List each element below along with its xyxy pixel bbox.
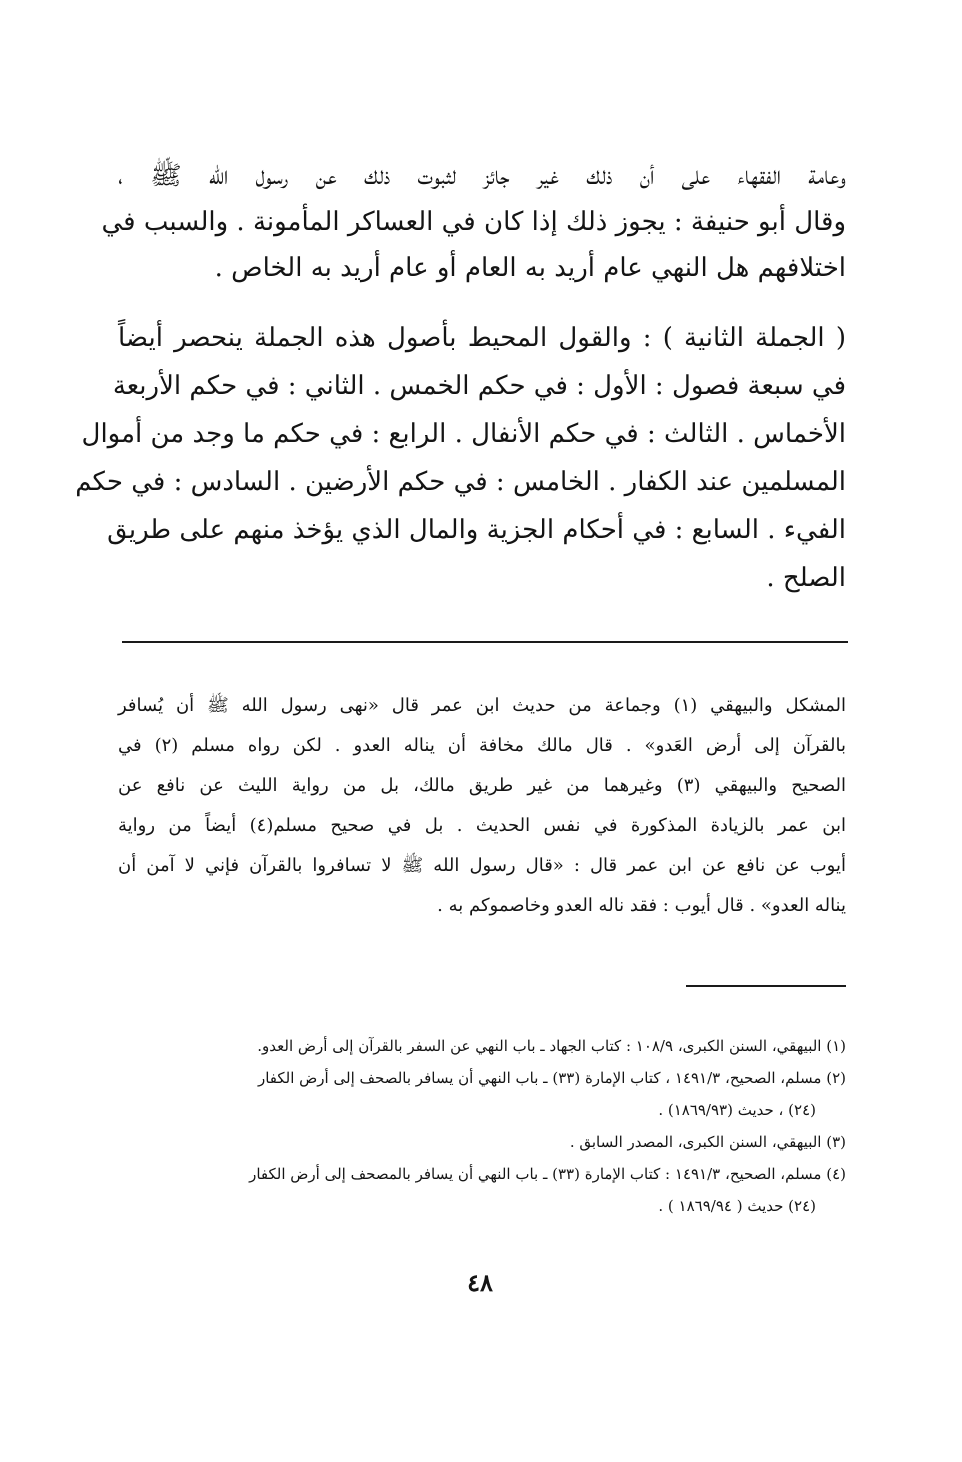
footnote-line: يناله العدو» . قال أيوب : فقد ناله العدو وخاصموكم به . [437,895,846,916]
footnote-line: بالقرآن إلى أرض العَدو» . قال مالك مخافة أن يناله العدو . لكن رواه مسلم (٢) في [118,735,846,756]
reference-line: (١) البيهقي، السنن الكبرى، ١٠٨/٩ : كتاب الجهاد ـ باب النهي عن السفر بالقرآن إلى أرض العدو. [257,1037,846,1055]
text-line: في سبعة فصول : الأول : في حكم الخمس . الثاني : في حكم الأربعة [112,371,846,401]
text-line: المسلمين عند الكفار . الخامس : في حكم الأرضين . السادس : في حكم [75,467,846,497]
reference-line: (٢٤) ، حديث (١٨٦٩/٩٣) . [658,1101,816,1119]
footnote-paragraph [118,690,846,940]
reference-line: (٢٤) حديث ( ١٨٦٩/٩٤ ) . [658,1197,816,1215]
text-line: الأخماس . الثالث : في حكم الأنفال . الرابع : في حكم ما وجد من أموال [81,419,846,449]
paragraph-1 [101,156,846,288]
footnote-line: المشكل والبيهقي (١) وجماعة من حديث ابن عمر قال «نهى رسول الله ﷺ أن يُسافر [118,695,847,716]
paragraph-2 [75,318,846,598]
references-list [118,1032,846,1232]
reference-line: (٢) مسلم، الصحيح، ١٤٩١/٣ ، كتاب الإمارة (٣٣) ـ باب النهي أن يسافر بالصحف إلى أرض الكفار [257,1069,846,1087]
footnote-separator [122,641,848,643]
text-line: الفيء . السابع : في أحكام الجزية والمال الذي يؤخذ منهم على طريق [107,515,846,545]
footnote-line: أيوب عن نافع عن ابن عمر قال : «قال رسول الله ﷺ لا تسافروا بالقرآن فإني لا آمن أن [118,855,846,876]
text-line: وقال أبو حنيفة : يجوز ذلك إذا كان في العساكر المأمونة . والسبب في [101,207,846,237]
references-separator [686,985,846,987]
text-line: الصلح . [766,563,846,593]
footnote-line: الصحيح والبيهقي (٣) وغيرهما من غير طريق مالك، بل من رواية الليث عن نافع عن [118,775,846,796]
footnote-line: ابن عمر بالزيادة المذكورة في نفس الحديث . بل في صحيح مسلم(٤) أيضاً من رواية [118,815,847,836]
page-number: ٤٨ [467,1268,493,1297]
text-line: ( الجملة الثانية ) : والقول المحيط بأصول هذه الجملة ينحصر أيضاً [118,323,846,353]
reference-line: (٤) مسلم، الصحيح، ١٤٩١/٣ : كتاب الإمارة (٣٣) ـ باب النهي أن يسافر بالمصحف إلى أرض الكفار [249,1165,846,1183]
text-line: وعامة الفقهاء على أن ذلك غير جائز لثبوت ذلك عن رسول الله ﷺ ، [118,161,846,191]
reference-line: (٣) البيهقي، السنن الكبرى، المصدر السابق . [569,1133,846,1151]
text-line: اختلافهم هل النهي عام أريد به العام أو عام أريد به الخاص . [214,253,846,283]
